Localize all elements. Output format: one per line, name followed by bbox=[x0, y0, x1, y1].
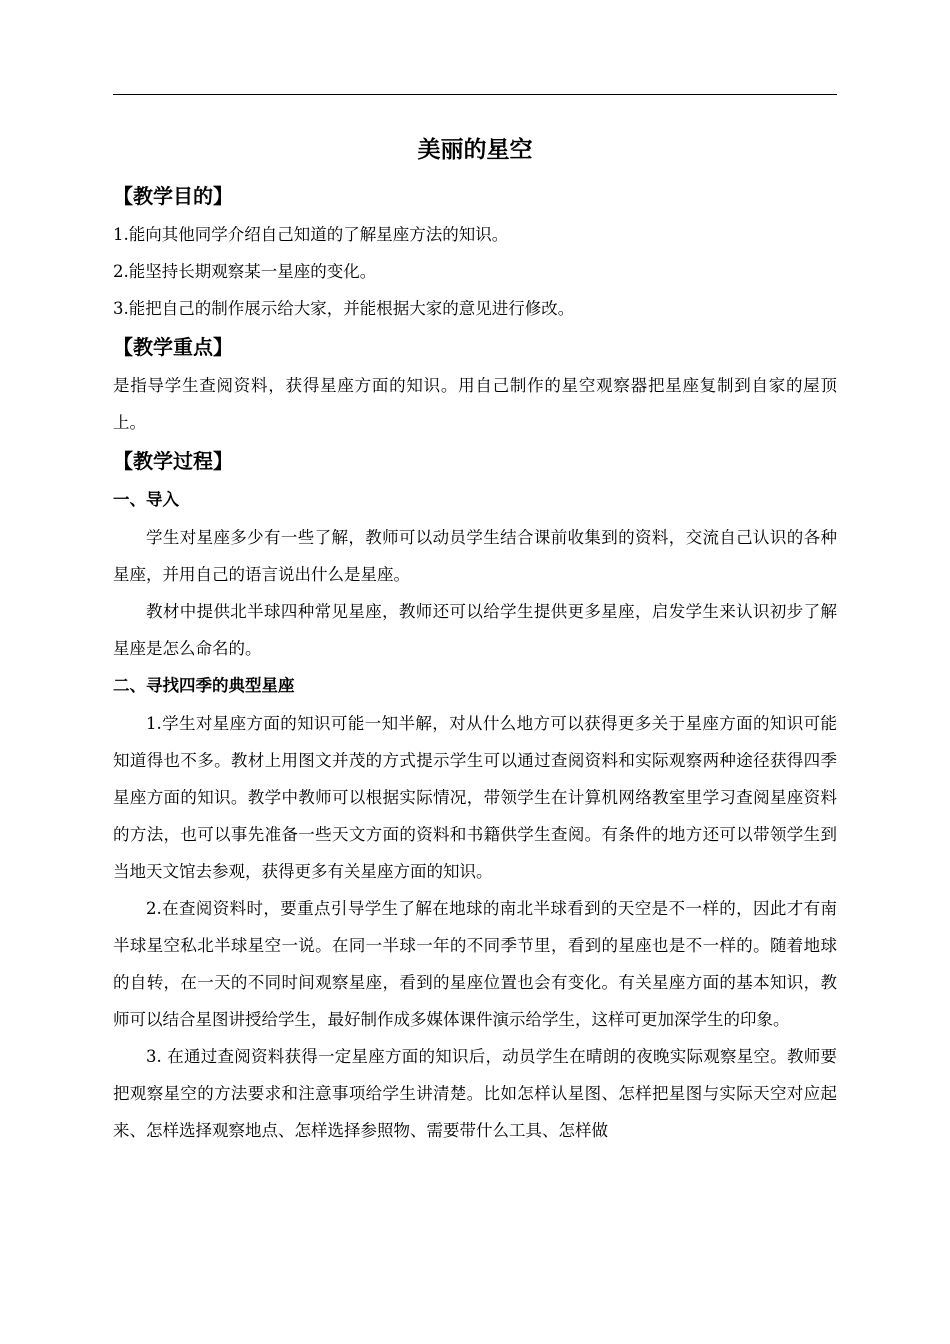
constellation-paragraph: 1.学生对星座方面的知识可能一知半解，对从什么地方可以获得更多关于星座方面的知识可能知道得也不多。教材上用图文并茂的方式提示学生可以通过查阅资料和实际观察两种途径获得四季星座方面的知识。教学中教师可以根据实际情况，带领学生在计算机网络教室里学习查阅星座资料的方法，也可以事先准备一些天文方面的资料和书籍供学生查阅。有条件的地方还可以带领学生到当地天文馆去参观，获得更多有关星座方面的知识。 bbox=[113, 714, 837, 881]
document-body bbox=[113, 128, 837, 1149]
constellation-paragraph: 3. 在通过查阅资料获得一定星座方面的知识后，动员学生在晴朗的夜晚实际观察星空。教师要把观察星空的方法要求和注意事项给学生讲清楚。比如怎样认星图、怎样把星图与实际天空对应起来、怎样选择观察地点、怎样选择参照物、需要带什么工具、怎样做 bbox=[113, 1047, 837, 1140]
intro-paragraph: 教材中提供北半球四种常见星座，教师还可以给学生提供更多星座，启发学生来认识初步了解星座是怎么命名的。 bbox=[113, 602, 837, 658]
goal-item: 1.能向其他同学介绍自己知道的了解星座方法的知识。 bbox=[113, 225, 509, 244]
goal-item: 2.能坚持长期观察某一星座的变化。 bbox=[113, 262, 377, 281]
page-title: 美丽的星空 bbox=[417, 137, 533, 163]
constellation-heading: 二、寻找四季的典型星座 bbox=[113, 676, 295, 695]
focus-text: 是指导学生查阅资料，获得星座方面的知识。用自己制作的星空观察器把星座复制到自家的屋顶上。 bbox=[113, 376, 837, 432]
intro-heading: 一、导入 bbox=[113, 490, 179, 509]
goals-heading: 【教学目的】 bbox=[113, 184, 233, 208]
constellation-paragraph: 2.在查阅资料时，要重点引导学生了解在地球的南北半球看到的天空是不一样的，因此才有南半球星空私北半球星空一说。在同一半球一年的不同季节里，看到的星座也是不一样的。随着地球的自转，在一天的不同时间观察星座，看到的星座位置也会有变化。有关星座方面的基本知识，教师可以结合星图讲授给学生，最好制作成多媒体课件演示给学生，这样可更加深学生的印象。 bbox=[113, 899, 837, 1029]
focus-heading: 【教学重点】 bbox=[113, 335, 233, 359]
process-heading: 【教学过程】 bbox=[113, 449, 233, 473]
goal-item: 3.能把自己的制作展示给大家，并能根据大家的意见进行修改。 bbox=[113, 299, 575, 318]
intro-paragraph: 学生对星座多少有一些了解，教师可以动员学生结合课前收集到的资料，交流自己认识的各种星座，并用自己的语言说出什么是星座。 bbox=[113, 528, 837, 584]
header-rule bbox=[113, 94, 837, 95]
